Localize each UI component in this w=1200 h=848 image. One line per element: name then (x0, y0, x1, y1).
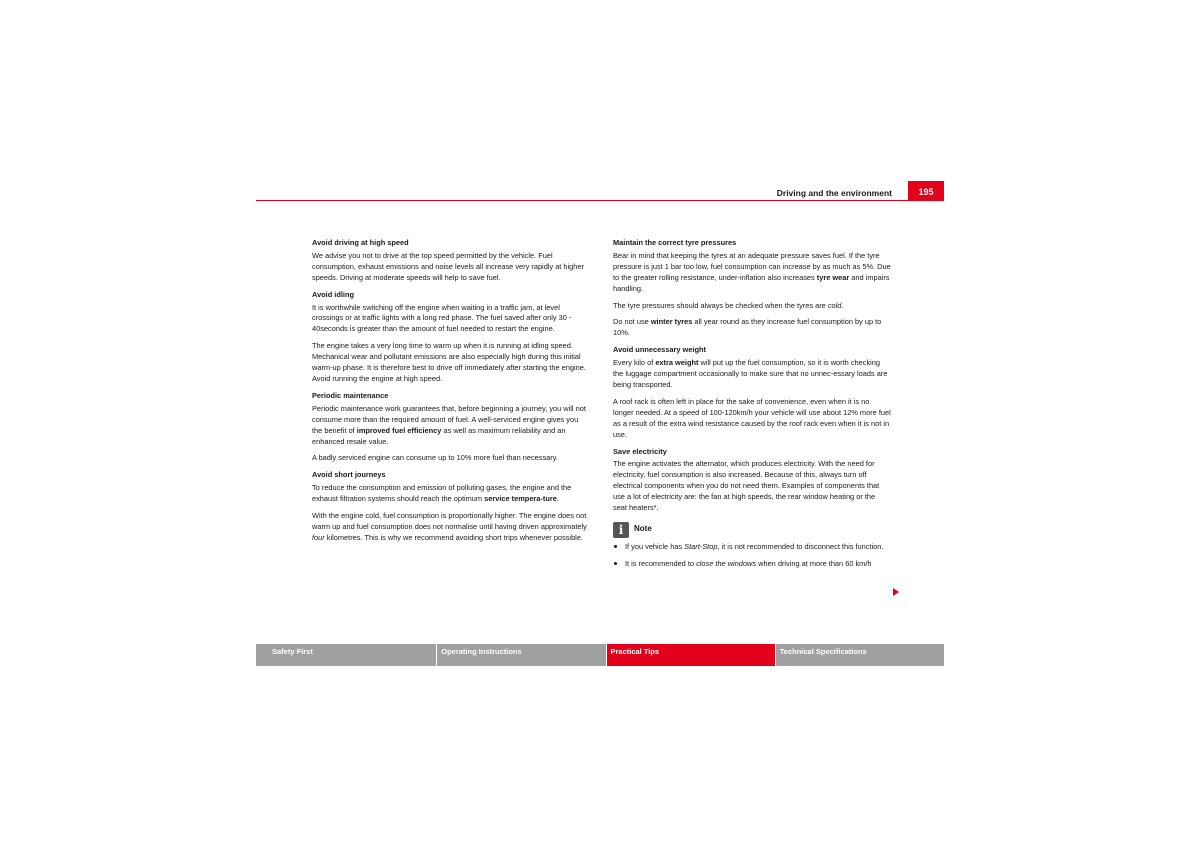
right-column (613, 238, 891, 576)
tab-practical-tips[interactable]: Practical Tips (607, 644, 775, 666)
chapter-title: Driving and the environment (776, 188, 892, 198)
page-number: 195 (908, 181, 944, 200)
tab-technical-specifications[interactable]: Technical Specifications (776, 644, 944, 666)
info-icon: i (613, 522, 629, 538)
tab-operating-instructions[interactable]: Operating Instructions (437, 644, 605, 666)
section-heading: Avoid unnecessary weight (613, 345, 706, 355)
footer-nav (256, 644, 944, 666)
section-heading: Maintain the correct tyre pressures (613, 238, 737, 247)
paragraph: A roof rack is often left in place for the sake of convenience, even when it is no longer needed. At a speed of 100-120km/h your vehicle will use about 12% more fuel as a result of the extra wind resistance caused by the roof rack even when it is not in use. (613, 396, 891, 439)
section-heading: Avoid short journeys (312, 470, 386, 480)
left-column (312, 238, 590, 550)
bullet-dot-icon (614, 562, 617, 565)
paragraph: We advise you not to drive at the top speed permitted by the vehicle. Fuel consumption, exhaust emissions and noise levels all increase very rapidly at higher speeds. Driving at moderate speeds will help to save fuel. (312, 250, 584, 282)
paragraph: The tyre pressures should always be checked when the tyres are cold. (613, 300, 844, 310)
note-bullet: If you vehicle has Start-Stop, it is not recommended to disconnect this function. (613, 542, 891, 553)
paragraph: The engine activates the alternator, which produces electricity. With the need for electricity, fuel consumption is also increased. Because of this, always turn off electrical components when you do not need them. Examples of components that use a lot of electricity are: the fan at high speeds, the rear window heating or the seat heaters*. (613, 459, 880, 513)
paragraph: With the engine cold, fuel consumption is proportionally higher. The engine does not warm up and fuel consumption does not normalise until having driven approximately four kilometres. This is why we recommend avoiding short trips whenever possible. (312, 511, 587, 542)
paragraph: Periodic maintenance work guarantees that, before beginning a journey, you will not consume more than the required amount of fuel. A well-serviced engine gives you the benefit of improved fuel efficiency as well as maximum reliability and an enhanced resale value. (312, 403, 586, 446)
paragraph: A badly serviced engine can consume up to 10% more fuel than necessary. (312, 453, 558, 463)
note-bullet: It is recommended to close the windows when driving at more than 60 km/h (613, 559, 891, 570)
paragraph: Do not use winter tyres all year round as they increase fuel consumption by up to 10%. (613, 317, 882, 338)
continue-arrow-icon[interactable] (893, 588, 899, 596)
paragraph: It is worthwhile switching off the engine when waiting in a traffic jam, at level crossings or at traffic lights with a long red phase. The fuel saved after only 30 - 40seconds is greater than the amount of fuel needed to restart the engine. (312, 302, 572, 334)
tab-safety-first[interactable]: Safety First (256, 644, 436, 666)
note-header (613, 522, 891, 538)
section-heading: Save electricity (613, 446, 667, 456)
paragraph: Bear in mind that keeping the tyres at an adequate pressure saves fuel. If the tyre pressure is just 1 bar too low, fuel consumption can increase by as much as 5%. Due to the greater rolling resistance, under-inflation also increases tyre wear and impairs handling. (613, 250, 891, 293)
note-title: Note (634, 524, 652, 534)
paragraph: To reduce the consumption and emission of polluting gases, the engine and the exhaust filtration systems should reach the optimum service tempera-ture. (312, 483, 572, 504)
header-rule (256, 200, 944, 201)
paragraph: The engine takes a very long time to warm up when it is running at idling speed. Mechanical wear and pollutant emissions are also especially high during this initial warm-up phase. It is therefore best to drive off immediately after starting the engine. Avoid running the engine at high speed. (312, 341, 586, 383)
paragraph: Every kilo of extra weight will put up the fuel consumption, so it is worth checking the luggage compartment occasionally to make sure that no unnec-essary loads are being transported. (613, 358, 888, 389)
bullet-dot-icon (614, 545, 617, 548)
section-heading: Avoid driving at high speed (312, 238, 409, 247)
section-heading: Avoid idling (312, 289, 355, 299)
section-heading: Periodic maintenance (312, 390, 389, 400)
